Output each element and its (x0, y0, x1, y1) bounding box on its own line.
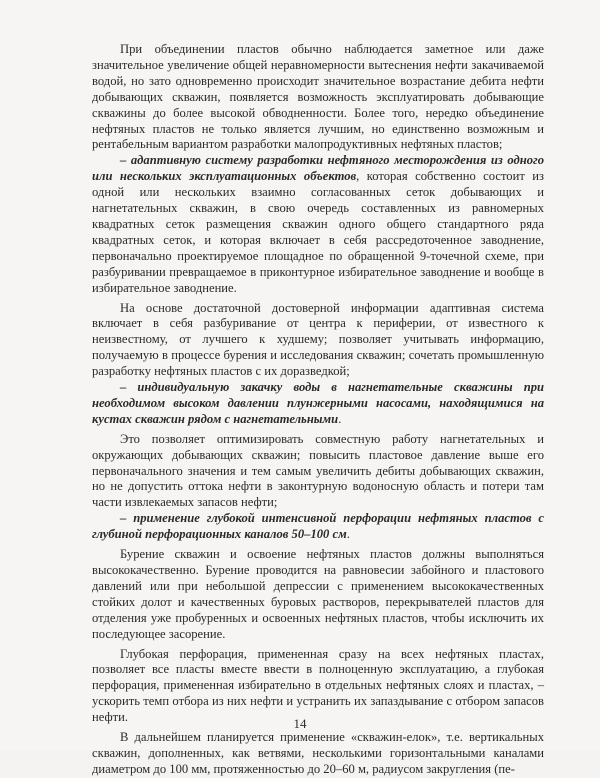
paragraph-9 (92, 730, 544, 778)
paragraph-text: Глубокая перфорация, примененная сразу на всех нефтяных пластах, позволяет все пласты вместе ввести в полноценную эксплуатацию, а глубокая перфорация, примененная избирательно в отдельных нефтяных слоях и пластах, – ускорить темп отбора из них нефти и устранить их запаздывание с отбором запасов нефти. (92, 646, 544, 725)
emphasis-lead: – адаптивную систему разработки нефтяного месторождения из одного или нескольких эксплуатационных объектов (92, 153, 544, 184)
paragraph-text: . (346, 527, 350, 542)
paragraph-4 (92, 380, 544, 428)
paragraph-6 (92, 511, 544, 543)
paragraph-7 (92, 547, 544, 642)
paragraph-1 (92, 42, 544, 153)
paragraph-text: Это позволяет оптимизировать совместную работу нагнетательных и окружающих добывающих скважин; повысить пластовое давление выше его первоначального значения и тем самым увеличить дебиты добывающих скважин, но не допустить оттока нефти в законтурную водоносную область и потери там части извлекаемых запасов нефти; (92, 431, 544, 510)
paragraph-5 (92, 432, 544, 512)
emphasis-lead: – индивидуальную закачку воды в нагнетательные скважины при необходимом высоком давлении плунжерными насосами, находящимися на кустах скважин рядом с нагнетательными (92, 380, 544, 426)
paragraph-text: . (338, 411, 342, 426)
paragraph-8 (92, 647, 544, 727)
paragraph-2 (92, 153, 544, 296)
emphasis-lead: – применение глубокой интенсивной перфорации нефтяных пластов с глубиной перфорационных каналов 50–100 см (92, 511, 544, 542)
paragraph-text: Бурение скважин и освоение нефтяных пластов должны выполняться высококачественно. Бурение проводится на равновесии забойного и пластового давлений или при небольшой депрессии с применением высококачественных стойких долот и качественных буровых растворов, перекрывателей пластов для отделения уже пробуренных и освоенных нефтяных пластов, чтобы исключить их последующее засорение. (92, 547, 544, 641)
paragraph-text: , которая собственно состоит из одной или нескольких взаимно согласованных сеток добывающих и нагнетательных скважин, в свою очередь составленных из равномерных квадратных сеток размещения скважин одного общего стандартного ряда квадратных сеток, и которая включает в себя рассредоточенное заводнение, первоначально проектируемое площадное по обращенной 9-точечной схеме, при разбуривании превращаемое в приконтурное избирательное заводнение и вообще в избирательное заводнение. (92, 169, 544, 295)
paragraph-text: На основе достаточной достоверной информации адаптивная система включает в себя разбуривание от центра к периферии, от известного к неизвестному, от лучшего к худшему; позволяет учитывать информацию, получаемую в процессе бурения и исследования скважин; сочетать промышленную разработку нефтяных пластов с их доразведкой; (92, 300, 544, 379)
paragraph-text: При объединении пластов обычно наблюдается заметное или даже значительное увеличение общей неравномерности вытеснения нефти закачиваемой водой, но зато одновременно происходит значительное возрастание дебита нефти добывающих скважин, появляется возможность эксплуатировать добывающие скважины до более высокой обводненности. Более того, нередко объединение нефтяных пластов не только является лучшим, но единственно возможным и рентабельным вариантом разработки малопродуктивных нефтяных пластов; (92, 42, 544, 152)
paragraph-3 (92, 301, 544, 381)
body-text (92, 42, 544, 778)
page-number: 14 (293, 716, 307, 731)
paragraph-text: В дальнейшем планируется применение «скважин-елок», т.е. вертикальных скважин, дополненных, как ветвями, несколькими горизонтальными каналами диаметром до 100 мм, протяженностью до 20–60 м, радиусом закругления (пе- (92, 730, 544, 776)
